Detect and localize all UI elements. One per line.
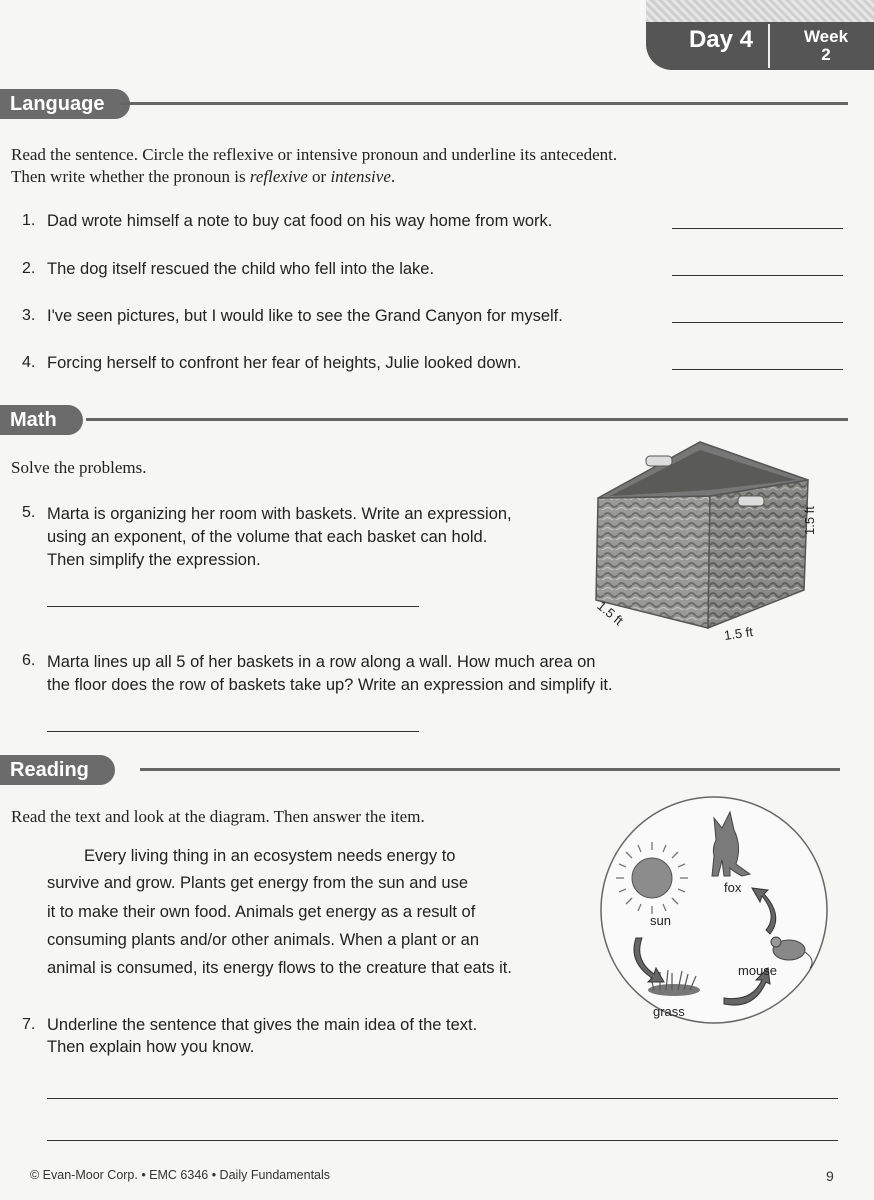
basket-depth-label: 1.5 ft bbox=[594, 598, 627, 629]
language-instructions-line2 bbox=[11, 166, 395, 188]
reading-instructions: Read the text and look at the diagram. Then answer the item. bbox=[11, 807, 425, 826]
reading-title: Reading bbox=[0, 755, 115, 785]
item-7-answer-line-2[interactable] bbox=[47, 1140, 838, 1141]
math-title: Math bbox=[0, 405, 83, 435]
math-header-rule bbox=[86, 418, 848, 421]
basket-illustration bbox=[590, 440, 840, 645]
energy-flow-diagram bbox=[584, 790, 844, 1030]
basket-handle-back bbox=[646, 456, 672, 466]
item-7-answer-line-1[interactable] bbox=[47, 1098, 838, 1099]
tab-pattern-band bbox=[646, 0, 874, 22]
diagram-label-grass: grass bbox=[653, 1004, 685, 1019]
item-6-answer-line[interactable] bbox=[47, 731, 419, 732]
day-label: Day 4 bbox=[688, 26, 754, 53]
language-instructions-line1: Read the sentence. Circle the reflexive or intensive pronoun and underline its antecedent. bbox=[11, 145, 618, 164]
week-number: 2 bbox=[821, 45, 831, 64]
instr-intensive: intensive bbox=[330, 167, 391, 186]
passage-line-4: consuming plants and/or other animals. When a plant or an bbox=[47, 931, 479, 949]
page-number: 9 bbox=[826, 1168, 834, 1184]
tab-divider bbox=[768, 24, 770, 68]
instr-period: . bbox=[390, 167, 396, 186]
item-4-number: 4. bbox=[22, 354, 36, 371]
item-5-number: 5. bbox=[22, 504, 36, 521]
language-header-rule bbox=[120, 102, 848, 105]
item-1-answer-line[interactable] bbox=[672, 228, 843, 229]
item-3-answer-line[interactable] bbox=[672, 322, 843, 323]
passage-line-2: survive and grow. Plants get energy from the sun and use bbox=[47, 874, 468, 892]
item-5-line2: using an exponent, of the volume that each basket can hold. bbox=[47, 528, 488, 546]
passage-line-5: animal is consumed, its energy flows to the creature that eats it. bbox=[47, 959, 512, 977]
passage-line-3: it to make their own food. Animals get energy as a result of bbox=[47, 903, 476, 921]
item-7-line2: Then explain how you know. bbox=[47, 1038, 255, 1056]
item-4-text: Forcing herself to confront her fear of heights, Julie looked down. bbox=[47, 354, 522, 372]
item-7-number: 7. bbox=[22, 1016, 36, 1033]
item-5-line3: Then simplify the expression. bbox=[47, 551, 261, 569]
instr-text: Then write whether the pronoun is bbox=[11, 167, 250, 186]
diagram-label-sun: sun bbox=[650, 913, 671, 928]
item-5-answer-line[interactable] bbox=[47, 606, 419, 607]
diagram-label-fox: fox bbox=[724, 880, 742, 895]
basket-handle-side bbox=[738, 496, 764, 506]
reading-header-rule bbox=[140, 768, 840, 771]
item-6-number: 6. bbox=[22, 652, 36, 669]
week-word: Week bbox=[803, 27, 849, 46]
item-3-text: I've seen pictures, but I would like to see the Grand Canyon for myself. bbox=[47, 307, 563, 325]
basket-width-label: 1.5 ft bbox=[723, 624, 754, 643]
item-7-line1: Underline the sentence that gives the main idea of the text. bbox=[47, 1016, 478, 1034]
item-1-number: 1. bbox=[22, 212, 36, 229]
language-section-header bbox=[0, 89, 874, 119]
diagram-circle bbox=[601, 797, 827, 1023]
instr-or: or bbox=[307, 167, 331, 186]
instr-reflexive: reflexive bbox=[249, 167, 308, 186]
item-2-text: The dog itself rescued the child who fell into the lake. bbox=[47, 260, 435, 278]
math-section-header bbox=[0, 405, 874, 435]
language-title: Language bbox=[0, 89, 130, 119]
item-4-answer-line[interactable] bbox=[672, 369, 843, 370]
item-5-line1: Marta is organizing her room with baskets. Write an expression, bbox=[47, 505, 512, 523]
diagram-label-mouse: mouse bbox=[738, 963, 778, 978]
day-week-tab bbox=[646, 0, 874, 70]
passage-line-1: Every living thing in an ecosystem needs energy to bbox=[84, 847, 456, 865]
week-label bbox=[778, 28, 874, 64]
basket-height-label: 1.5 ft bbox=[802, 506, 817, 535]
reading-section-header bbox=[0, 755, 874, 785]
item-1-text: Dad wrote himself a note to buy cat food on his way home from work. bbox=[47, 212, 553, 230]
math-instructions: Solve the problems. bbox=[11, 458, 147, 477]
item-2-number: 2. bbox=[22, 260, 36, 277]
item-6-line2: the floor does the row of baskets take up? Write an expression and simplify it. bbox=[47, 676, 613, 694]
item-3-number: 3. bbox=[22, 307, 36, 324]
footer-credit: © Evan-Moor Corp. • EMC 6346 • Daily Fundamentals bbox=[30, 1168, 331, 1182]
item-2-answer-line[interactable] bbox=[672, 275, 843, 276]
item-6-line1: Marta lines up all 5 of her baskets in a row along a wall. How much area on bbox=[47, 653, 596, 671]
